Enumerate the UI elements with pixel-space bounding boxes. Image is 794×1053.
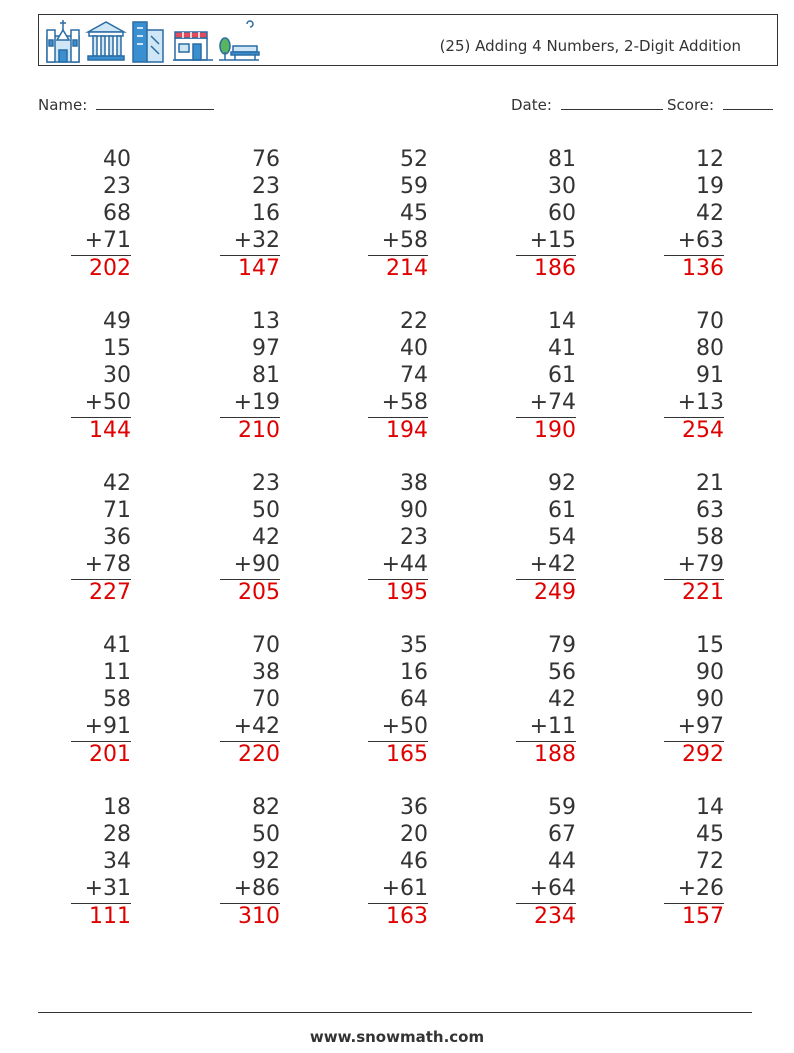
addend: 68 bbox=[103, 201, 131, 226]
addend: 34 bbox=[103, 849, 131, 874]
addend: 42 bbox=[252, 525, 280, 550]
addend: 11 bbox=[103, 660, 131, 685]
answer: 202 bbox=[89, 256, 131, 281]
shop-icon bbox=[171, 18, 215, 64]
addend: 61 bbox=[548, 363, 576, 388]
addend: 15 bbox=[103, 336, 131, 361]
answer: 249 bbox=[534, 580, 576, 605]
addend-with-plus: +91 bbox=[84, 714, 131, 739]
addend: 40 bbox=[400, 336, 428, 361]
addition-problem bbox=[664, 470, 724, 606]
addend: 72 bbox=[696, 849, 724, 874]
addend: 41 bbox=[548, 336, 576, 361]
addition-problem bbox=[71, 308, 131, 444]
answer: 205 bbox=[238, 580, 280, 605]
addition-problem bbox=[71, 470, 131, 606]
addend-with-plus: +71 bbox=[84, 228, 131, 253]
addition-problem bbox=[71, 632, 131, 768]
footer-divider bbox=[38, 1012, 752, 1013]
addend: 44 bbox=[548, 849, 576, 874]
addend: 23 bbox=[252, 471, 280, 496]
addend: 40 bbox=[103, 147, 131, 172]
addend: 38 bbox=[400, 471, 428, 496]
answer: 254 bbox=[682, 418, 724, 443]
addend-with-plus: +58 bbox=[381, 390, 428, 415]
answer: 310 bbox=[238, 904, 280, 929]
addend: 14 bbox=[548, 309, 576, 334]
answer: 157 bbox=[682, 904, 724, 929]
addend-with-plus: +63 bbox=[677, 228, 724, 253]
addend: 63 bbox=[696, 498, 724, 523]
header-box bbox=[38, 14, 778, 66]
addend: 12 bbox=[696, 147, 724, 172]
addend: 15 bbox=[696, 633, 724, 658]
score-label: Score: bbox=[667, 96, 715, 114]
addend: 70 bbox=[252, 687, 280, 712]
addend: 90 bbox=[696, 687, 724, 712]
addend: 60 bbox=[548, 201, 576, 226]
footer-site: www.snowmath.com bbox=[309, 1028, 485, 1046]
addition-problem bbox=[71, 146, 131, 282]
addition-problem bbox=[368, 146, 428, 282]
addend: 58 bbox=[696, 525, 724, 550]
addend: 45 bbox=[696, 822, 724, 847]
answer: 188 bbox=[534, 742, 576, 767]
addend-with-plus: +31 bbox=[84, 876, 131, 901]
park-bench-icon bbox=[217, 18, 261, 64]
addend-with-plus: +90 bbox=[233, 552, 280, 577]
addend-with-plus: +86 bbox=[233, 876, 280, 901]
addend: 20 bbox=[400, 822, 428, 847]
addend: 80 bbox=[696, 336, 724, 361]
addend-with-plus: +32 bbox=[233, 228, 280, 253]
addend: 30 bbox=[103, 363, 131, 388]
addend: 90 bbox=[696, 660, 724, 685]
addition-problem bbox=[664, 632, 724, 768]
addend: 82 bbox=[252, 795, 280, 820]
answer: 220 bbox=[238, 742, 280, 767]
name-field bbox=[38, 93, 214, 114]
date-field bbox=[511, 93, 663, 114]
addend: 23 bbox=[252, 174, 280, 199]
addition-problem bbox=[220, 794, 280, 930]
addend: 30 bbox=[548, 174, 576, 199]
addend: 59 bbox=[400, 174, 428, 199]
answer: 201 bbox=[89, 742, 131, 767]
office-building-icon bbox=[129, 18, 169, 64]
addition-problem bbox=[516, 794, 576, 930]
addend: 28 bbox=[103, 822, 131, 847]
addend-with-plus: +64 bbox=[529, 876, 576, 901]
score-field bbox=[667, 93, 773, 114]
addend: 22 bbox=[400, 309, 428, 334]
addend: 97 bbox=[252, 336, 280, 361]
name-blank bbox=[96, 93, 214, 110]
answer: 210 bbox=[238, 418, 280, 443]
addend-with-plus: +50 bbox=[84, 390, 131, 415]
addend: 79 bbox=[548, 633, 576, 658]
addend: 52 bbox=[400, 147, 428, 172]
addend: 90 bbox=[400, 498, 428, 523]
addend: 70 bbox=[252, 633, 280, 658]
addend-with-plus: +61 bbox=[381, 876, 428, 901]
addend: 16 bbox=[400, 660, 428, 685]
addend: 45 bbox=[400, 201, 428, 226]
worksheet-title: (25) Adding 4 Numbers, 2-Digit Addition bbox=[439, 37, 741, 55]
addend: 59 bbox=[548, 795, 576, 820]
addend: 18 bbox=[103, 795, 131, 820]
addend: 71 bbox=[103, 498, 131, 523]
addend: 81 bbox=[252, 363, 280, 388]
addition-problem bbox=[516, 146, 576, 282]
answer: 147 bbox=[238, 256, 280, 281]
addend: 50 bbox=[252, 822, 280, 847]
answer: 136 bbox=[682, 256, 724, 281]
addend: 61 bbox=[548, 498, 576, 523]
addend: 74 bbox=[400, 363, 428, 388]
addend-with-plus: +15 bbox=[529, 228, 576, 253]
addend: 64 bbox=[400, 687, 428, 712]
addend: 67 bbox=[548, 822, 576, 847]
addition-problem bbox=[664, 308, 724, 444]
museum-icon bbox=[85, 18, 127, 64]
addend-with-plus: +42 bbox=[529, 552, 576, 577]
addend: 16 bbox=[252, 201, 280, 226]
addend: 50 bbox=[252, 498, 280, 523]
answer: 292 bbox=[682, 742, 724, 767]
addend: 92 bbox=[252, 849, 280, 874]
addend-with-plus: +26 bbox=[677, 876, 724, 901]
addition-problem bbox=[664, 794, 724, 930]
addend: 41 bbox=[103, 633, 131, 658]
addend: 92 bbox=[548, 471, 576, 496]
addend: 42 bbox=[548, 687, 576, 712]
addition-problem bbox=[368, 470, 428, 606]
addend-with-plus: +78 bbox=[84, 552, 131, 577]
answer: 190 bbox=[534, 418, 576, 443]
answer: 186 bbox=[534, 256, 576, 281]
addend: 56 bbox=[548, 660, 576, 685]
date-blank bbox=[561, 93, 663, 110]
addend: 14 bbox=[696, 795, 724, 820]
addend: 76 bbox=[252, 147, 280, 172]
addend-with-plus: +50 bbox=[381, 714, 428, 739]
addend: 46 bbox=[400, 849, 428, 874]
answer: 234 bbox=[534, 904, 576, 929]
header-icons bbox=[43, 18, 261, 64]
addend-with-plus: +79 bbox=[677, 552, 724, 577]
addition-problem bbox=[220, 308, 280, 444]
addition-problem bbox=[220, 146, 280, 282]
addend: 35 bbox=[400, 633, 428, 658]
addition-problem bbox=[368, 794, 428, 930]
addend: 36 bbox=[400, 795, 428, 820]
date-label: Date: bbox=[511, 96, 552, 114]
addend: 21 bbox=[696, 471, 724, 496]
addend-with-plus: +74 bbox=[529, 390, 576, 415]
name-label: Name: bbox=[38, 96, 88, 114]
addition-problem bbox=[71, 794, 131, 930]
addition-problem bbox=[368, 308, 428, 444]
addend: 70 bbox=[696, 309, 724, 334]
addition-problem bbox=[516, 632, 576, 768]
addend-with-plus: +11 bbox=[529, 714, 576, 739]
addend: 13 bbox=[252, 309, 280, 334]
addend: 42 bbox=[696, 201, 724, 226]
answer: 195 bbox=[386, 580, 428, 605]
addend: 23 bbox=[400, 525, 428, 550]
addition-problem bbox=[516, 470, 576, 606]
addition-problem bbox=[220, 470, 280, 606]
addend: 36 bbox=[103, 525, 131, 550]
addition-problem bbox=[664, 146, 724, 282]
addend-with-plus: +13 bbox=[677, 390, 724, 415]
addend-with-plus: +42 bbox=[233, 714, 280, 739]
addend: 23 bbox=[103, 174, 131, 199]
addend: 38 bbox=[252, 660, 280, 685]
addition-problem bbox=[220, 632, 280, 768]
addend: 58 bbox=[103, 687, 131, 712]
addend: 19 bbox=[696, 174, 724, 199]
answer: 165 bbox=[386, 742, 428, 767]
addend: 54 bbox=[548, 525, 576, 550]
answer: 214 bbox=[386, 256, 428, 281]
addend-with-plus: +97 bbox=[677, 714, 724, 739]
addend-with-plus: +44 bbox=[381, 552, 428, 577]
addend-with-plus: +58 bbox=[381, 228, 428, 253]
answer: 163 bbox=[386, 904, 428, 929]
answer: 111 bbox=[89, 904, 131, 929]
answer: 194 bbox=[386, 418, 428, 443]
addend-with-plus: +19 bbox=[233, 390, 280, 415]
addition-problem bbox=[516, 308, 576, 444]
addend: 91 bbox=[696, 363, 724, 388]
answer: 144 bbox=[89, 418, 131, 443]
church-icon bbox=[43, 18, 83, 64]
answer: 227 bbox=[89, 580, 131, 605]
addition-problem bbox=[368, 632, 428, 768]
score-blank bbox=[723, 93, 773, 110]
addend: 49 bbox=[103, 309, 131, 334]
answer: 221 bbox=[682, 580, 724, 605]
addend: 42 bbox=[103, 471, 131, 496]
addend: 81 bbox=[548, 147, 576, 172]
